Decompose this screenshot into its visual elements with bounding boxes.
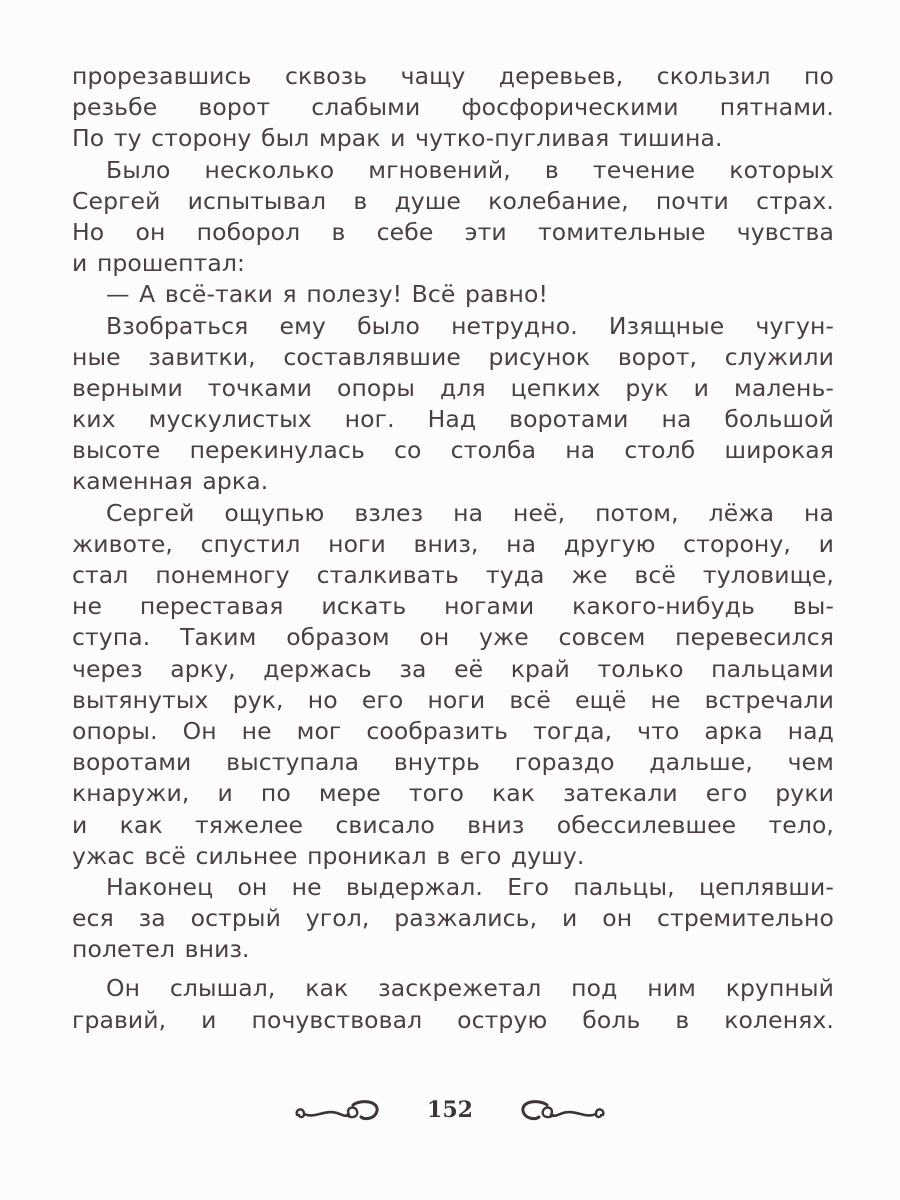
paragraph-gap [72,965,834,973]
text-line: прорезавшись сквозь чащу деревьев, скользил по [72,62,834,90]
text-line: ких мускулистых ног. Над воротами на большой [72,405,834,434]
text-line: Но он поборол в себе эти томительные чувства [72,217,834,246]
text-line: через арку, держась за её край только пальцами [72,654,834,683]
flourish-left-icon [291,1095,383,1125]
page-body [72,61,834,1036]
text-line: опоры. Он не мог сообразить тогда, что арка над [72,716,834,745]
text-line: Наконец он не выдержал. Его пальцы, цеплявши- [106,872,834,901]
text-line: воротами выступала внутрь гораздо дальше, чем [72,748,834,777]
text-line: высоте перекинулась со столба на столб широкая [72,436,834,465]
text-line: Сергей ощупью взлез на неё, потом, лёжа на [106,498,834,527]
text-line: гравий, и почувствовал острую боль в коленях. [72,1005,834,1034]
text-line: — А всё-таки я полезу! Всё равно! [106,280,548,309]
text-line: Он слышал, как заскрежетал под ним крупный [106,974,834,1003]
text-line: ужас всё сильнее проникал в его душу. [72,841,585,870]
text-line: каменная арка. [72,467,269,496]
text-line: еся за острый угол, разжались, и он стремительно [72,904,834,933]
text-line: и как тяжелее свисало вниз обессилевшее тело, [72,810,834,839]
text-line: По ту сторону был мрак и чутко-пугливая тишина. [72,124,723,153]
text-line: Сергей испытывал в душе колебание, почти страх. [72,186,834,215]
text-line: полетел вниз. [72,935,250,964]
page-number: 152 [427,1097,473,1123]
text-line: Взобраться ему было нетрудно. Изящные чугун- [106,311,834,340]
text-line: вытянутых рук, но его ноги всё ещё не встречали [72,685,834,714]
text-line: кнаружи, и по мере того как затекали его руки [72,779,834,808]
flourish-right-icon [517,1095,609,1125]
text-line: животе, спустил ноги вниз, на другую сторону, и [72,529,834,558]
text-line: и прошептал: [72,249,245,278]
text-line: стал понемногу сталкивать туда же всё туловище, [72,561,834,589]
text-line: ступа. Таким образом он уже совсем перевесился [72,623,834,652]
text-line: ные завитки, составлявшие рисунок ворот, служили [72,342,834,371]
text-line: резьбе ворот слабыми фосфорическими пятнами. [72,93,834,122]
text-line: Было несколько мгновений, в течение которых [106,155,834,184]
text-line: не переставая искать ногами какого-нибудь вы- [72,592,834,621]
text-line: верными точками опоры для цепких рук и малень- [72,373,834,402]
page-footer [0,1088,900,1132]
